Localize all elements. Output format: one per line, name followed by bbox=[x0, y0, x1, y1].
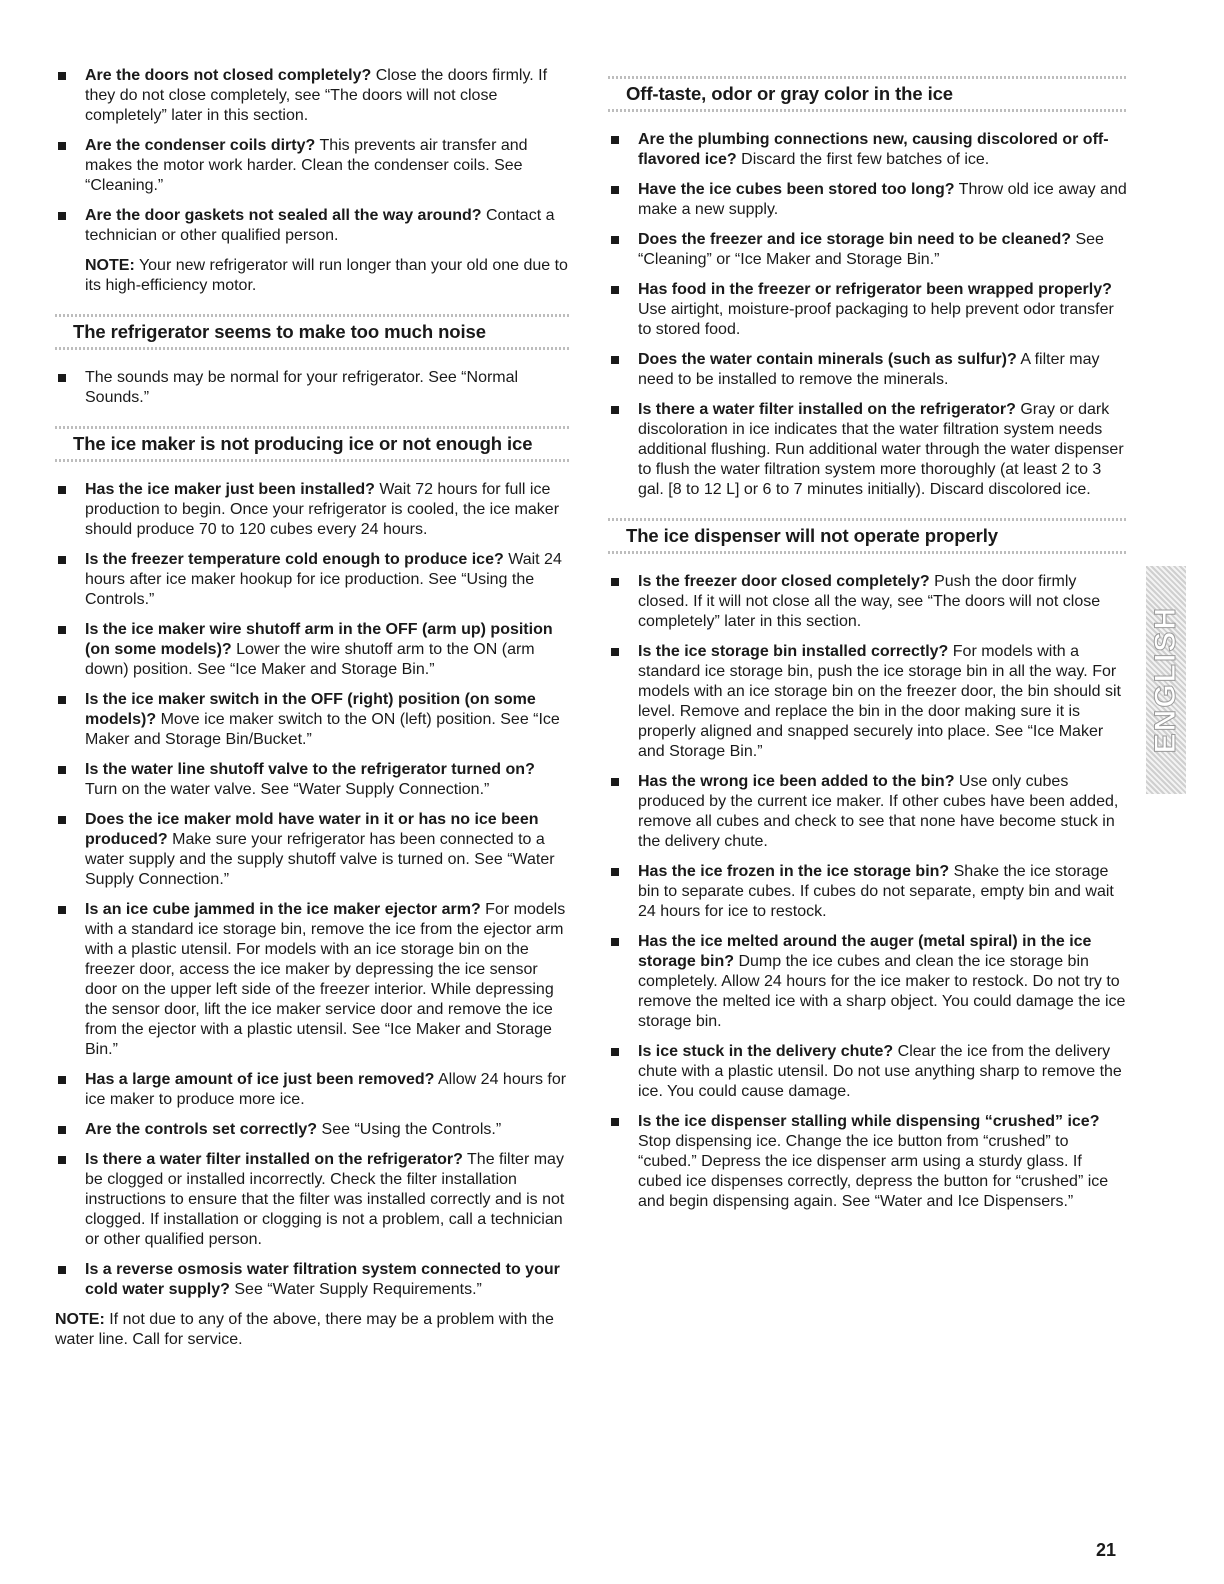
list-item: Has the ice frozen in the ice storage bin? Shake the ice storage bin to separate cubes. If cubes do not separate, empty bin and wait 24 hours for ice to restock. bbox=[608, 862, 1128, 922]
list-item: Are the plumbing connections new, causing discolored or off-flavored ice? Discard the first few batches of ice. bbox=[608, 130, 1128, 170]
section-heading-noise: The refrigerator seems to make too much noise bbox=[55, 310, 570, 354]
bullet-icon bbox=[58, 906, 66, 914]
bullet-icon bbox=[611, 578, 619, 586]
bullet-icon bbox=[58, 816, 66, 824]
list-item: Is the ice maker wire shutoff arm in the OFF (arm up) position (on some models)? Lower the wire shutoff arm to the ON (arm down) position. See “Ice Maker and Storage Bin.” bbox=[55, 620, 570, 680]
list-item: Is there a water filter installed on the refrigerator? The filter may be clogged or installed incorrectly. Check the filter installation instructions to ensure that the filter was installed correctly and is not clogged. If installation or clogging is not a problem, call a technician or other qualified person. bbox=[55, 1150, 570, 1250]
bullet-icon bbox=[58, 1156, 66, 1164]
list-item: Is the ice storage bin installed correctly? For models with a standard ice storage bin, push the ice storage bin in all the way. For models with an ice storage bin on the freezer door, the bin should sit level. Remove and replace the bin in the door making sure it is properly aligned and snapped securely into place. See “Ice Maker and Storage Bin.” bbox=[608, 642, 1128, 762]
left-column bbox=[55, 66, 570, 1350]
dotted-rule bbox=[55, 347, 570, 350]
list-item: Is ice stuck in the delivery chute? Clear the ice from the delivery chute with a plastic utensil. Do not use anything sharp to remove the ice. You could cause damage. bbox=[608, 1042, 1128, 1102]
dispenser-list bbox=[608, 572, 1128, 1212]
icemaker-list bbox=[55, 480, 570, 1300]
bullet-icon bbox=[58, 626, 66, 634]
bullet-icon bbox=[58, 72, 66, 80]
list-item: Are the doors not closed completely? Close the doors firmly. If they do not close completely, see “The doors will not close completely” later in this section. bbox=[55, 66, 570, 126]
intro-list bbox=[55, 66, 570, 296]
list-item: Does the water contain minerals (such as sulfur)? A filter may need to be installed to remove the minerals. bbox=[608, 350, 1128, 390]
bullet-icon bbox=[611, 286, 619, 294]
bullet-icon bbox=[611, 778, 619, 786]
dotted-rule bbox=[55, 459, 570, 462]
bullet-icon bbox=[611, 1048, 619, 1056]
language-tab bbox=[1146, 566, 1186, 794]
list-item: Is the ice maker switch in the OFF (right) position (on some models)? Move ice maker switch to the ON (left) position. See “Ice Maker and Storage Bin/Bucket.” bbox=[55, 690, 570, 750]
bullet-icon bbox=[58, 212, 66, 220]
list-item: The sounds may be normal for your refrigerator. See “Normal Sounds.” bbox=[55, 368, 570, 408]
list-item: Has the ice melted around the auger (metal spiral) in the ice storage bin? Dump the ice cubes and clean the ice storage bin completely. Allow 24 hours for the ice maker to restock. Do not try to remove the melted ice with a sharp object. You could damage the ice storage bin. bbox=[608, 932, 1128, 1032]
list-item: Have the ice cubes been stored too long? Throw old ice away and make a new supply. bbox=[608, 180, 1128, 220]
note: NOTE: Your new refrigerator will run longer than your old one due to its high-efficiency motor. bbox=[85, 257, 568, 294]
bullet-icon bbox=[58, 1266, 66, 1274]
list-item: Has food in the freezer or refrigerator been wrapped properly? Use airtight, moisture-proof packaging to help prevent odor transfer to stored food. bbox=[608, 280, 1128, 340]
section-heading-offtaste: Off-taste, odor or gray color in the ice bbox=[608, 72, 1128, 116]
bullet-icon bbox=[611, 236, 619, 244]
bullet-icon bbox=[58, 486, 66, 494]
list-item: Has the ice maker just been installed? Wait 72 hours for full ice production to begin. Once your refrigerator is cooled, the ice maker should produce 70 to 120 cubes every 24 hours. bbox=[55, 480, 570, 540]
bullet-icon bbox=[58, 556, 66, 564]
bullet-icon bbox=[611, 136, 619, 144]
list-item: Has a large amount of ice just been removed? Allow 24 hours for ice maker to produce more ice. bbox=[55, 1070, 570, 1110]
bullet-icon bbox=[611, 406, 619, 414]
right-column bbox=[608, 66, 1128, 1222]
list-item: Is the freezer temperature cold enough to produce ice? Wait 24 hours after ice maker hookup for ice production. See “Using the Controls.” bbox=[55, 550, 570, 610]
offtaste-list bbox=[608, 130, 1128, 500]
list-item: Are the condenser coils dirty? This prevents air transfer and makes the motor work harder. Clean the condenser coils. See “Cleaning.” bbox=[55, 136, 570, 196]
section-heading-dispenser: The ice dispenser will not operate properly bbox=[608, 514, 1128, 558]
bullet-icon bbox=[611, 356, 619, 364]
bullet-icon bbox=[611, 648, 619, 656]
bullet-icon bbox=[58, 766, 66, 774]
bullet-icon bbox=[611, 186, 619, 194]
list-item: Has the wrong ice been added to the bin? Use only cubes produced by the current ice maker. If other cubes have been added, remove all cubes and check to see that none have become stuck in the delivery chute. bbox=[608, 772, 1128, 852]
list-item: Does the freezer and ice storage bin need to be cleaned? See “Cleaning” or “Ice Maker and Storage Bin.” bbox=[608, 230, 1128, 270]
bullet-icon bbox=[58, 142, 66, 150]
bullet-icon bbox=[611, 1118, 619, 1126]
list-item: Are the controls set correctly? See “Using the Controls.” bbox=[55, 1120, 570, 1140]
dotted-rule bbox=[608, 109, 1128, 112]
language-tab-label: ENGLISH bbox=[1149, 606, 1182, 754]
bullet-icon bbox=[58, 696, 66, 704]
list-item: Is the water line shutoff valve to the refrigerator turned on? Turn on the water valve. See “Water Supply Connection.” bbox=[55, 760, 570, 800]
bullet-icon bbox=[611, 938, 619, 946]
note: NOTE: If not due to any of the above, there may be a problem with the water line. Call for service. bbox=[55, 1311, 554, 1348]
list-item: Are the door gaskets not sealed all the way around? Contact a technician or other qualified person. bbox=[55, 206, 570, 246]
bullet-icon bbox=[58, 374, 66, 382]
page-number: 21 bbox=[1096, 1540, 1117, 1560]
bullet-icon bbox=[58, 1076, 66, 1084]
list-item: Is there a water filter installed on the refrigerator? Gray or dark discoloration in ice indicates that the water filtration system needs additional flushing. Run additional water through the water dispenser to flush the water filtration system more thoroughly (at least 2 to 3 gal. [8 to 12 L] or 6 to 7 minutes initially). Discard discolored ice. bbox=[608, 400, 1128, 500]
list-item: Is the freezer door closed completely? Push the door firmly closed. If it will not close all the way, see “The doors will not close completely” later in this section. bbox=[608, 572, 1128, 632]
dotted-rule bbox=[608, 551, 1128, 554]
list-item: Is the ice dispenser stalling while dispensing “crushed” ice? Stop dispensing ice. Change the ice button from “crushed” to “cubed.” Depress the ice dispenser arm using a sturdy glass. If cubed ice dispenses correctly, depress the button for “crushed” ice and begin dispensing again. See “Water and Ice Dispensers.” bbox=[608, 1112, 1128, 1212]
list-item: Is a reverse osmosis water filtration system connected to your cold water supply? See “Water Supply Requirements.” bbox=[55, 1260, 570, 1300]
bullet-icon bbox=[611, 868, 619, 876]
list-item: Does the ice maker mold have water in it or has no ice been produced? Make sure your refrigerator has been connected to a water supply and the supply shutoff valve is turned on. See “Water Supply Connection.” bbox=[55, 810, 570, 890]
list-item: Is an ice cube jammed in the ice maker ejector arm? For models with a standard ice storage bin, remove the ice from the ejector arm with a plastic utensil. For models with an ice storage bin on the freezer door, access the ice maker by depressing the ice sensor door on the upper left side of the freezer interior. While depressing the sensor door, lift the ice maker service door and remove the ice from the ejector with a plastic utensil. See “Ice Maker and Storage Bin.” bbox=[55, 900, 570, 1060]
bullet-icon bbox=[58, 1126, 66, 1134]
section-heading-icemaker: The ice maker is not producing ice or not enough ice bbox=[55, 422, 570, 466]
